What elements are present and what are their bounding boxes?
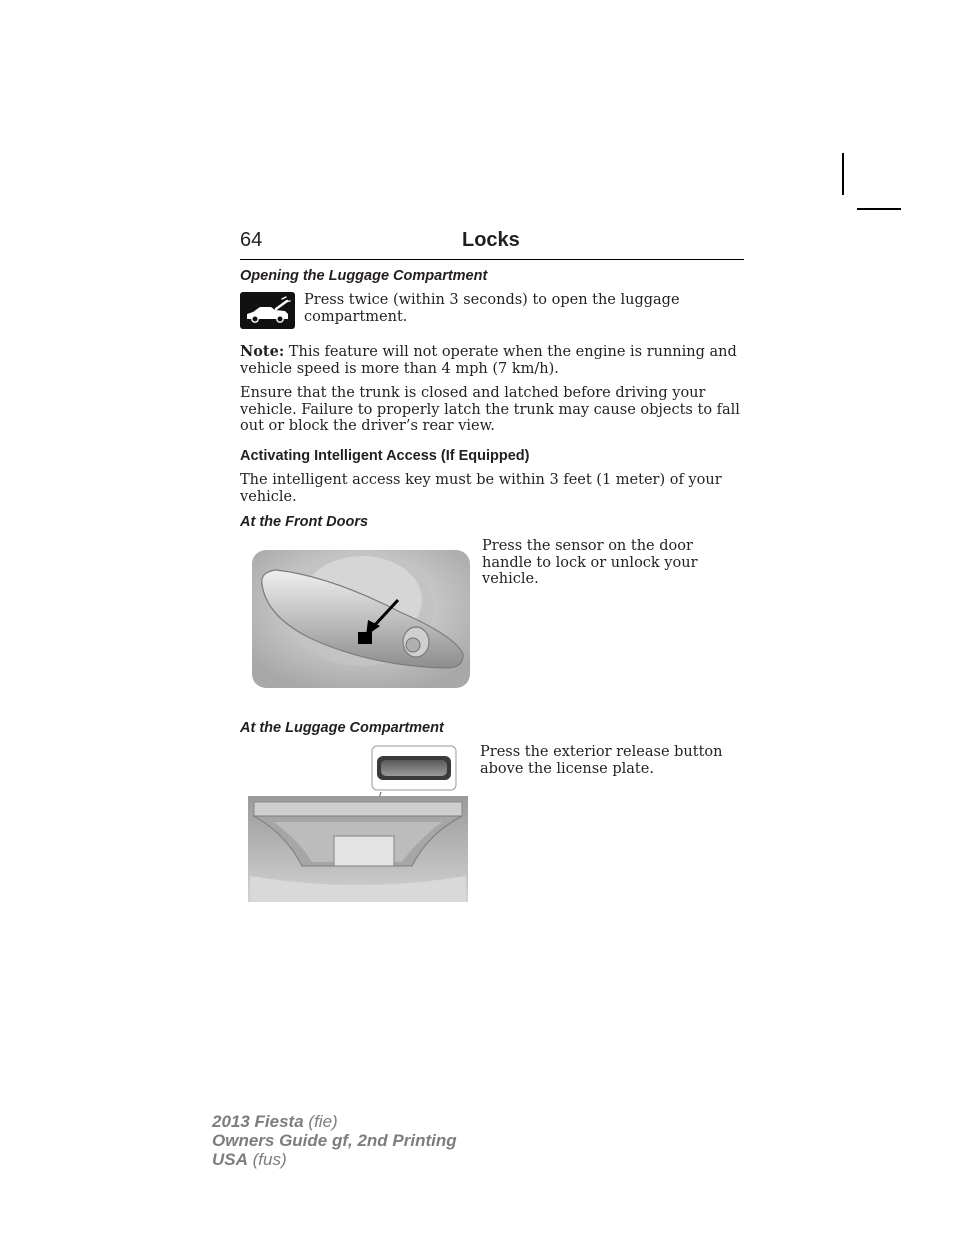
footer-line-1: 2013 Fiesta (fie) — [212, 1112, 338, 1131]
luggage-compartment-description: Press the exterior release button above the license plate. — [480, 744, 723, 777]
trunk-icon-description: Press twice (within 3 seconds) to open the luggage compartment. — [304, 292, 680, 325]
trunk-open-icon — [240, 292, 295, 329]
footer-imprint — [212, 1112, 457, 1169]
trunk-latch-paragraph: Ensure that the trunk is closed and latched before driving your vehicle. Failure to properly latch the trunk may cause objects to fall out or block the driver’s rear view. — [240, 385, 740, 434]
note-paragraph — [240, 344, 744, 377]
heading-front-doors: At the Front Doors — [240, 514, 369, 530]
header-rule — [240, 259, 744, 260]
page-number: 64 — [240, 229, 263, 251]
footer-line-2: Owners Guide gf, 2nd Printing — [212, 1131, 457, 1150]
section-title: Locks — [462, 229, 520, 251]
intelligent-access-paragraph: The intelligent access key must be within 3 feet (1 meter) of your vehicle. — [240, 472, 722, 505]
crop-mark-horizontal — [857, 208, 901, 210]
crop-mark-vertical — [842, 153, 844, 195]
heading-luggage-compartment: At the Luggage Compartment — [240, 720, 444, 736]
front-doors-description: Press the sensor on the door handle to lock or unlock your vehicle. — [482, 538, 698, 587]
note-text: This feature will not operate when the engine is running and vehicle speed is more than 4 mph (7 km/h). — [240, 344, 737, 377]
door-handle-illustration — [250, 546, 472, 692]
heading-opening-luggage: Opening the Luggage Compartment — [240, 268, 488, 284]
heading-intelligent-access: Activating Intelligent Access (If Equipped) — [240, 448, 530, 464]
footer-line-3: USA (fus) — [212, 1150, 287, 1169]
note-label: Note: — [240, 343, 285, 360]
trunk-release-illustration — [246, 744, 470, 904]
